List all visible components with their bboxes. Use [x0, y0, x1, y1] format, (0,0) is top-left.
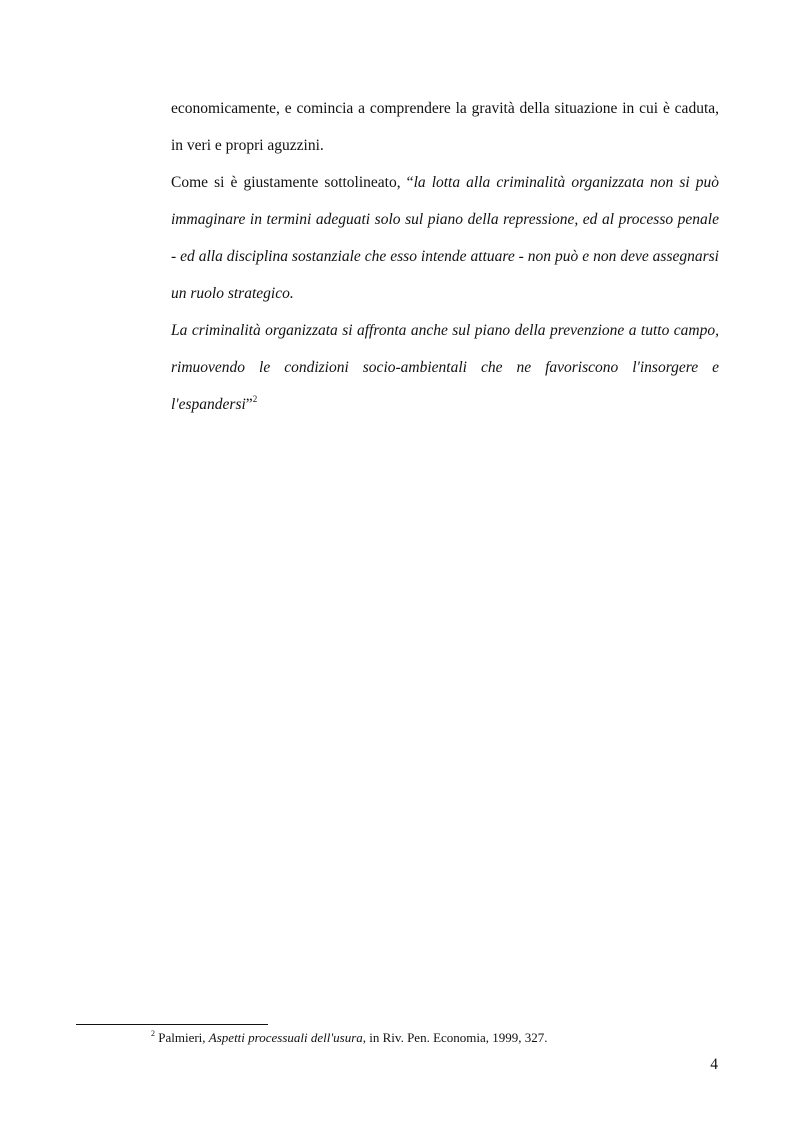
footnote-author: Palmieri,: [155, 1030, 209, 1045]
quoted-text: la lotta alla criminalità organizzata non si può immaginare in termini adeguati solo sul piano della repressione, ed al processo penale - ed alla disciplina sostanziale che esso intende attuare - non può e non deve assegnarsi un ruolo strategico.: [171, 174, 719, 302]
paragraph-continuation: economicamente, e comincia a comprendere la gravità della situazione in cui è caduta, in veri e propri aguzzini.: [171, 100, 719, 154]
footnote-title: Aspetti processuali dell'usura: [208, 1030, 363, 1045]
paragraph-quote-continuation: [171, 312, 719, 425]
footnote-separator: [76, 1024, 268, 1025]
paragraph-quote-intro: [171, 164, 719, 312]
page-number: 4: [710, 1056, 718, 1073]
footnote: [151, 1028, 721, 1050]
footnote-citation: , in Riv. Pen. Economia, 1999, 327.: [362, 1030, 548, 1045]
closing-quote: ”: [245, 396, 253, 413]
footnote-reference[interactable]: 2: [252, 394, 258, 404]
quoted-text-continued: La criminalità organizzata si affronta anche sul piano della prevenzione a tutto campo, rimuovendo le condizioni socio-ambientali che ne favoriscono l'insorgere e l'espandersi: [171, 322, 719, 413]
body-text: [171, 90, 719, 425]
paragraph-lead-text: Come si è giustamente sottolineato, “: [171, 174, 414, 191]
footnote-marker: 2: [151, 1029, 155, 1038]
